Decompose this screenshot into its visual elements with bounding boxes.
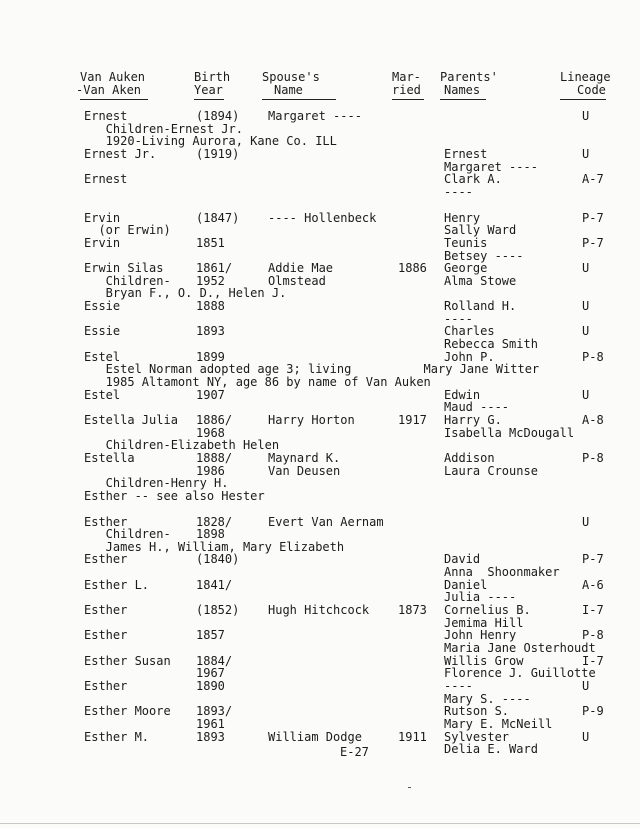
lineage-cell: U: [582, 387, 590, 402]
parents-cell: David: [444, 552, 481, 567]
parents-cell: Jemima Hill: [444, 615, 524, 630]
spouse-cell: Margaret ----: [268, 109, 362, 123]
birth-cell: 1861/: [196, 261, 233, 276]
name-cell: Children-: [84, 273, 171, 288]
birth-cell: 1851: [196, 235, 225, 250]
name-cell: Estella Julia: [84, 412, 178, 427]
col-header-5-line-1: Parents': [440, 70, 498, 84]
name-cell: Erwin Silas: [84, 261, 164, 276]
parents-cell: Delia E. Ward: [444, 742, 538, 757]
parents-cell: Daniel: [444, 577, 488, 592]
name-cell: (or Erwin): [84, 223, 171, 238]
birth-cell: 1893: [196, 729, 225, 744]
parents-cell: Maud ----: [444, 400, 510, 415]
header-underline: [392, 99, 424, 100]
married-cell: 1886: [398, 261, 427, 276]
parents-cell: Teunis: [444, 235, 488, 250]
lineage-cell: U: [582, 109, 590, 123]
col-header-4-line-1: Mar-: [392, 70, 421, 84]
col-header-5-line-2: Names: [444, 83, 481, 97]
parents-cell: Willis Grow: [444, 653, 524, 668]
parents-cell: Isabella McDougall: [444, 425, 575, 440]
note-line: 1985 Altamont NY, age 86 by name of Van Auken: [84, 375, 431, 389]
parents-cell: John P.: [444, 349, 495, 364]
parents-cell: Charles: [444, 324, 495, 339]
birth-cell: (1894): [196, 109, 240, 123]
birth-cell: (1847): [196, 210, 240, 225]
name-cell: Esther: [84, 514, 128, 529]
birth-cell: (1919): [196, 146, 240, 161]
name-cell: Esther Susan: [84, 653, 171, 668]
name-cell: Esther: [84, 678, 128, 693]
parents-cell: Maria Jane Osterhoudt: [444, 641, 596, 655]
header-underline: [440, 99, 486, 100]
parents-cell: ----: [444, 184, 473, 199]
spouse-cell: Maynard K.: [268, 450, 341, 465]
note-line: Bryan F., O. D., Helen J.: [84, 286, 287, 301]
parents-cell: Ernest: [444, 146, 488, 161]
lineage-cell: P-8: [582, 349, 604, 364]
name-cell: Children-: [84, 527, 171, 542]
birth-cell: 1907: [196, 387, 225, 402]
parents-cell: ----: [444, 311, 473, 326]
page-number: E-27: [340, 745, 369, 759]
name-cell: Esther: [84, 552, 128, 567]
birth-cell: 1967: [196, 666, 225, 681]
birth-cell: 1841/: [196, 577, 233, 592]
parents-cell: Anna Shoonmaker: [444, 565, 560, 580]
birth-cell: 1828/: [196, 514, 233, 529]
name-cell: Ervin: [84, 210, 121, 225]
lineage-cell: I-7: [582, 653, 604, 668]
birth-cell: 1961: [196, 716, 225, 731]
parents-cell: George: [444, 261, 488, 276]
birth-cell: 1952: [196, 273, 225, 288]
lineage-cell: A-7: [582, 172, 604, 187]
lineage-cell: U: [582, 261, 590, 276]
col-header-1-line-1: Van Auken: [80, 70, 146, 84]
name-cell: Ervin: [84, 235, 121, 250]
birth-cell: 1884/: [196, 653, 233, 668]
col-header-2-line-2: Year: [194, 83, 223, 97]
parents-cell: Laura Crounse: [444, 463, 538, 478]
name-cell: Esther: [84, 603, 128, 618]
birth-cell: 1968: [196, 425, 225, 440]
note-line: Esther -- see also Hester: [84, 488, 265, 503]
parents-cell: Harry G.: [444, 412, 502, 427]
birth-cell: 1886/: [196, 412, 233, 427]
lineage-cell: U: [582, 514, 590, 529]
note-line: Children-Elizabeth Helen: [84, 438, 280, 453]
parents-cell: Cornelius B.: [444, 603, 531, 618]
lineage-cell: P-7: [582, 210, 604, 225]
spouse-cell: ---- Hollenbeck: [268, 210, 377, 225]
header-underline: [194, 99, 224, 100]
col-header-6-line-2: Code: [577, 83, 606, 97]
married-cell: 1873: [398, 603, 427, 618]
lineage-cell: A-6: [582, 577, 604, 592]
married-cell: 1917: [398, 412, 427, 427]
note-line: 1920-Living Aurora, Kane Co. ILL: [84, 134, 337, 149]
lineage-cell: U: [582, 678, 590, 693]
lineage-cell: P-8: [582, 450, 604, 465]
birth-cell: 1899: [196, 349, 225, 364]
spouse-cell: Addie Mae: [268, 261, 334, 276]
spouse-cell: Olmstead: [268, 273, 326, 288]
name-cell: Estella: [84, 450, 135, 465]
birth-cell: 1888: [196, 299, 225, 314]
spouse-cell: Van Deusen: [268, 463, 341, 478]
name-cell: Esther Moore: [84, 704, 171, 719]
parents-cell: Mary S. ----: [444, 691, 531, 706]
scan-edge: [0, 823, 640, 824]
lineage-cell: P-8: [582, 628, 604, 643]
name-cell: Ernest: [84, 172, 128, 187]
parents-cell: ----: [444, 678, 473, 693]
col-header-2-line-1: Birth: [194, 70, 231, 84]
name-cell: Esther M.: [84, 729, 150, 744]
parents-cell: Rebecca Smith: [444, 337, 538, 352]
spouse-cell: Harry Horton: [268, 412, 355, 427]
parents-cell: Florence J. Guillotte: [444, 666, 596, 681]
parents-cell: Rolland H.: [444, 299, 517, 314]
parents-cell: Margaret ----: [444, 159, 538, 174]
lineage-cell: U: [582, 324, 590, 339]
name-cell: Estel: [84, 387, 121, 402]
note-line: Children-Henry H.: [84, 476, 229, 491]
parents-cell: Betsey ----: [444, 248, 524, 263]
married-cell: 1911: [398, 729, 427, 744]
name-cell: Estel: [84, 349, 121, 364]
parents-cell: Addison: [444, 450, 495, 465]
lineage-cell: A-8: [582, 412, 604, 427]
header-underline: [560, 99, 606, 100]
birth-cell: 1986: [196, 463, 225, 478]
birth-cell: 1890: [196, 678, 225, 693]
scan-mark: [408, 787, 411, 788]
header-underline: [80, 99, 148, 100]
birth-cell: 1888/: [196, 450, 233, 465]
col-header-3-line-1: Spouse's: [262, 70, 320, 84]
col-header-3-line-2: Name: [274, 83, 303, 97]
birth-cell: 1893: [196, 324, 225, 339]
lineage-cell: I-7: [582, 603, 604, 618]
name-cell: Esther L.: [84, 577, 150, 592]
note-line: Children-Ernest Jr.: [84, 121, 243, 136]
parents-cell: Rutson S.: [444, 704, 510, 719]
lineage-cell: P-7: [582, 552, 604, 567]
birth-cell: (1852): [196, 603, 240, 618]
col-header-1-line-2: -Van Aken: [76, 83, 142, 97]
parents-cell: John Henry: [444, 628, 517, 643]
spouse-cell: William Dodge: [268, 729, 362, 744]
spouse-cell: Hugh Hitchcock: [268, 603, 370, 618]
note-line: Estel Norman adopted age 3; living Mary Jane Witter: [84, 362, 540, 377]
name-cell: Ernest: [84, 109, 128, 123]
name-cell: Essie: [84, 324, 121, 339]
col-header-6-line-1: Lineage: [560, 70, 611, 84]
birth-cell: 1898: [196, 527, 225, 542]
lineage-cell: U: [582, 146, 590, 161]
birth-cell: 1857: [196, 628, 225, 643]
spouse-cell: Evert Van Aernam: [268, 514, 384, 529]
parents-cell: Sylvester: [444, 729, 510, 744]
header-underline: [262, 99, 336, 100]
name-cell: Essie: [84, 299, 121, 314]
lineage-cell: P-7: [582, 235, 604, 250]
parents-cell: Clark A.: [444, 172, 502, 187]
name-cell: Esther: [84, 628, 128, 643]
lineage-cell: U: [582, 729, 590, 744]
name-cell: Ernest Jr.: [84, 146, 157, 161]
lineage-cell: P-9: [582, 704, 604, 719]
parents-cell: Sally Ward: [444, 223, 517, 238]
parents-cell: Henry: [444, 210, 481, 225]
col-header-4-line-2: ried: [392, 83, 421, 97]
parents-cell: Edwin: [444, 387, 481, 402]
note-line: James H., William, Mary Elizabeth: [84, 539, 345, 554]
birth-cell: (1840): [196, 552, 240, 567]
birth-cell: 1893/: [196, 704, 233, 719]
parents-cell: Julia ----: [444, 590, 517, 605]
parents-cell: Mary E. McNeill: [444, 716, 553, 731]
lineage-cell: U: [582, 299, 590, 314]
parents-cell: Alma Stowe: [444, 273, 517, 288]
